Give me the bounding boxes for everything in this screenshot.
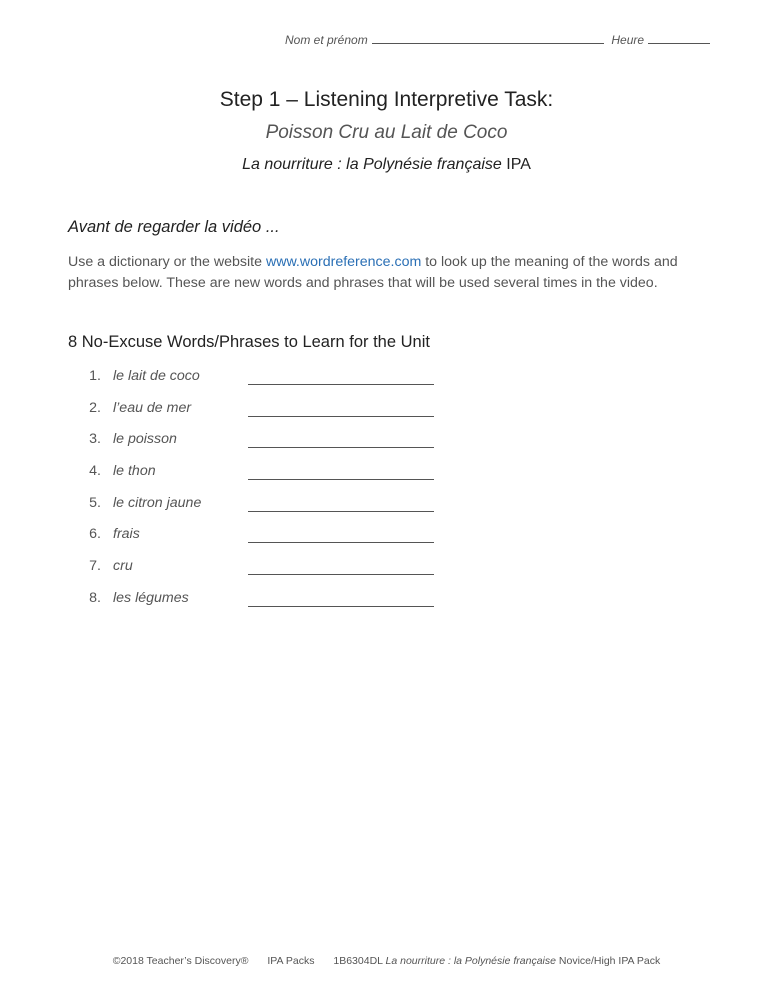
before-video-heading: Avant de regarder la vidéo ... [68, 218, 280, 236]
item-number: 7. [89, 558, 101, 575]
unit-suffix: IPA [506, 156, 531, 173]
list-item [68, 398, 468, 430]
item-term: le thon [113, 463, 156, 480]
list-item [68, 366, 468, 398]
answer-blank[interactable] [248, 479, 434, 480]
footer-level: Novice/High IPA Pack [558, 955, 661, 967]
item-number: 2. [89, 399, 101, 416]
name-blank[interactable] [372, 30, 604, 44]
instructions-pre: Use a dictionary or the website [68, 254, 262, 270]
answer-blank[interactable] [248, 511, 434, 512]
item-number: 4. [89, 463, 101, 480]
answer-blank[interactable] [248, 384, 434, 385]
page-title: Step 1 – Listening Interpretive Task: [219, 88, 554, 111]
vocab-heading: 8 No-Excuse Words/Phrases to Learn for the Unit [68, 333, 430, 351]
item-term: cru [113, 558, 133, 575]
instructions-post: to look up the meaning of the words and phrases below. These are new words and phrases that will be used several times in the video. [68, 254, 678, 291]
name-label: Nom et prénom [285, 33, 368, 47]
answer-blank[interactable] [248, 416, 434, 417]
footer-series: IPA Packs [267, 955, 315, 967]
item-term: le lait de coco [113, 368, 200, 384]
list-item [68, 588, 468, 620]
list-item [68, 556, 468, 588]
answer-blank[interactable] [248, 447, 434, 448]
answer-blank[interactable] [248, 606, 434, 607]
list-item [68, 524, 468, 556]
item-term: l’eau de mer [113, 399, 192, 416]
footer-copyright: ©2018 Teacher’s Discovery® [112, 955, 249, 967]
vocab-list [68, 366, 468, 620]
answer-blank[interactable] [248, 574, 434, 575]
footer-code: 1B6304DL [333, 955, 383, 967]
list-item [68, 429, 468, 461]
answer-blank[interactable] [248, 542, 434, 543]
page-subtitle: Poisson Cru au Lait de Coco [265, 122, 508, 143]
page-footer [0, 955, 773, 967]
instructions-paragraph [68, 252, 708, 294]
item-number: 6. [89, 526, 101, 543]
item-number: 5. [89, 494, 101, 511]
item-term: les légumes [113, 589, 189, 606]
hour-label: Heure [611, 33, 645, 47]
footer-title: La nourriture : la Polynésie française [385, 955, 556, 967]
item-term: le citron jaune [113, 494, 202, 511]
list-item [68, 461, 468, 493]
item-number: 3. [89, 431, 101, 448]
item-term: frais [113, 526, 140, 543]
item-number: 1. [89, 368, 101, 384]
student-info-line [285, 30, 714, 47]
item-number: 8. [89, 589, 101, 606]
hour-blank[interactable] [648, 30, 710, 44]
wordreference-link[interactable]: www.wordreference.com [265, 254, 422, 270]
item-term: le poisson [113, 431, 177, 448]
unit-name: La nourriture : la Polynésie française [242, 156, 502, 173]
list-item [68, 493, 468, 525]
unit-line [0, 156, 773, 174]
